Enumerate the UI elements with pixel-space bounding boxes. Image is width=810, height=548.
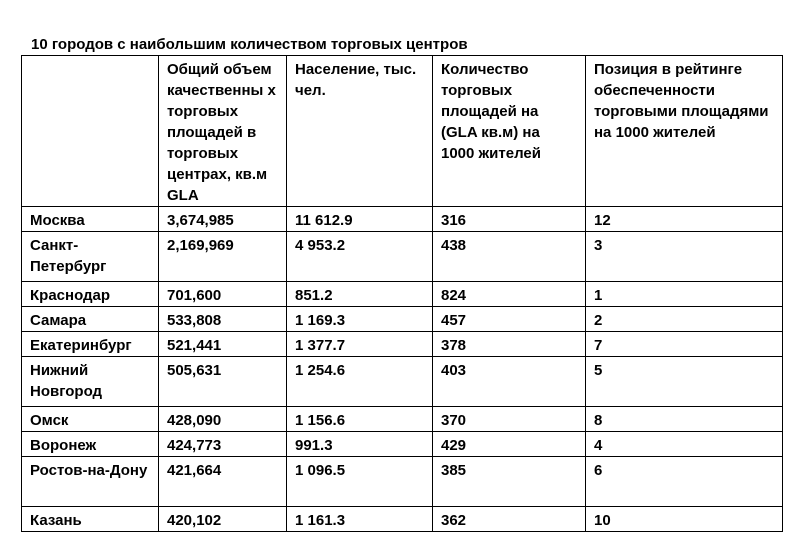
header-city: [22, 56, 159, 207]
cell-city: Екатеринбург: [22, 332, 159, 357]
table-row: [22, 407, 783, 432]
cell-rank: 12: [586, 207, 783, 232]
table-row: [22, 232, 783, 282]
table-row: [22, 307, 783, 332]
table-row: [22, 507, 783, 532]
header-area-per-1000: Количество торговых площадей на (GLA кв.м) на 1000 жителей: [433, 56, 586, 207]
cell-area-per-1000: 316: [433, 207, 586, 232]
cell-area-per-1000: 370: [433, 407, 586, 432]
cell-population: 4 953.2: [287, 232, 433, 282]
header-retail-area: Общий объем качественны х торговых площадей в торговых центрах, кв.м GLA: [159, 56, 287, 207]
cell-area-per-1000: 385: [433, 457, 586, 507]
cell-population: 1 377.7: [287, 332, 433, 357]
cell-rank: 2: [586, 307, 783, 332]
cell-area-per-1000: 457: [433, 307, 586, 332]
table-row: [22, 357, 783, 407]
cell-area-per-1000: 378: [433, 332, 586, 357]
cities-table: [21, 55, 783, 532]
cell-rank: 5: [586, 357, 783, 407]
cell-retail-area: 505,631: [159, 357, 287, 407]
cell-city: Казань: [22, 507, 159, 532]
cell-city: Самара: [22, 307, 159, 332]
table-header-row: [22, 56, 783, 207]
cell-city: Воронеж: [22, 432, 159, 457]
table-row: [22, 457, 783, 507]
table-row: [22, 332, 783, 357]
cell-retail-area: 701,600: [159, 282, 287, 307]
cell-area-per-1000: 362: [433, 507, 586, 532]
cell-rank: 10: [586, 507, 783, 532]
table-row: [22, 432, 783, 457]
cell-retail-area: 421,664: [159, 457, 287, 507]
cell-rank: 6: [586, 457, 783, 507]
cell-city: Москва: [22, 207, 159, 232]
cell-population: 1 156.6: [287, 407, 433, 432]
cell-area-per-1000: 438: [433, 232, 586, 282]
cell-population: 1 096.5: [287, 457, 433, 507]
cell-rank: 3: [586, 232, 783, 282]
cell-retail-area: 424,773: [159, 432, 287, 457]
cell-retail-area: 428,090: [159, 407, 287, 432]
cell-population: 1 254.6: [287, 357, 433, 407]
cell-population: 1 161.3: [287, 507, 433, 532]
cell-area-per-1000: 429: [433, 432, 586, 457]
cell-population: 851.2: [287, 282, 433, 307]
cell-city: Омск: [22, 407, 159, 432]
cell-retail-area: 521,441: [159, 332, 287, 357]
cell-rank: 4: [586, 432, 783, 457]
cell-city: Нижний Новгород: [22, 357, 159, 407]
cell-retail-area: 2,169,969: [159, 232, 287, 282]
cell-city: Санкт-Петербург: [22, 232, 159, 282]
cell-area-per-1000: 403: [433, 357, 586, 407]
cell-population: 991.3: [287, 432, 433, 457]
cell-rank: 1: [586, 282, 783, 307]
cell-city: Краснодар: [22, 282, 159, 307]
cell-city: Ростов-на-Дону: [22, 457, 159, 507]
cell-rank: 8: [586, 407, 783, 432]
cell-area-per-1000: 824: [433, 282, 586, 307]
cell-rank: 7: [586, 332, 783, 357]
table-title: 10 городов с наибольшим количеством торговых центров: [31, 36, 468, 53]
cell-population: 11 612.9: [287, 207, 433, 232]
table-row: [22, 207, 783, 232]
cell-retail-area: 3,674,985: [159, 207, 287, 232]
cell-retail-area: 533,808: [159, 307, 287, 332]
header-population: Население, тыс. чел.: [287, 56, 433, 207]
cell-retail-area: 420,102: [159, 507, 287, 532]
table-row: [22, 282, 783, 307]
header-rank: Позиция в рейтинге обеспеченности торговыми площадями на 1000 жителей: [586, 56, 783, 207]
cell-population: 1 169.3: [287, 307, 433, 332]
